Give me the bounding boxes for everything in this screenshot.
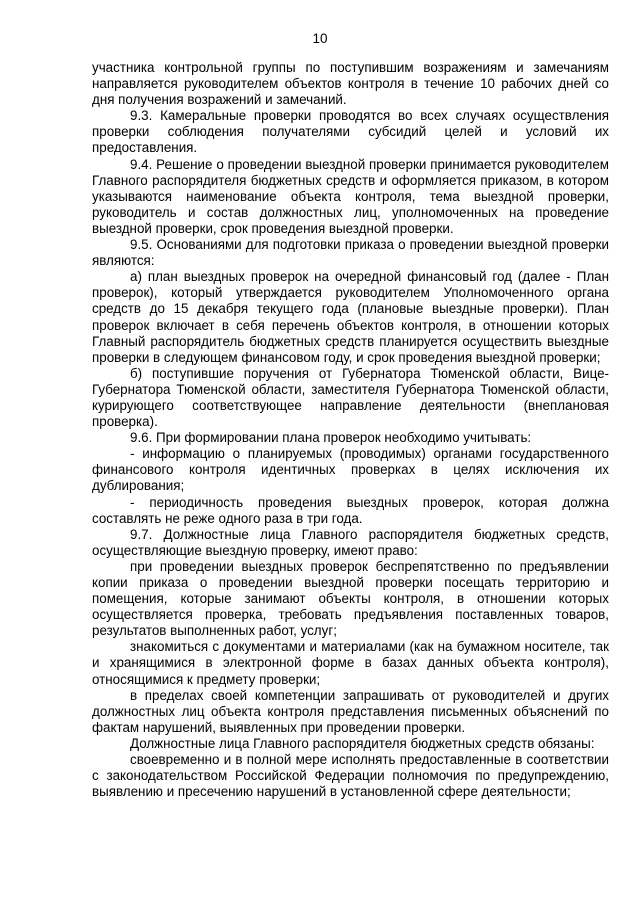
paragraph-9-7-right-3: в пределах своей компетенции запрашивать от руководителей и других должностных лиц объекта контроля представления письменных объяснений по фактам нарушений, выявленных при проведении проверки. bbox=[92, 687, 609, 735]
paragraph-9-6-item-1: - информацию о планируемых (проводимых) органами государственного финансового контроля идентичных проверках в целях исключения их дублирования; bbox=[92, 446, 609, 494]
paragraph-9-4: 9.4. Решение о проведении выездной проверки принимается руководителем Главного распорядителя бюджетных средств и оформляется приказом, в котором указываются наименование объекта контроля, тема выездной проверки, руководитель и состав должностных лиц, уполномоченных на проведение выездной проверки, срок проведения выездной проверки. bbox=[92, 156, 609, 236]
paragraph-9-6-item-2: - периодичность проведения выездных проверок, которая должна составлять не реже одного раза в три года. bbox=[92, 494, 609, 526]
paragraph-obligations-heading: Должностные лица Главного распорядителя бюджетных средств обязаны: bbox=[130, 735, 595, 751]
paragraph-9-5-a: а) план выездных проверок на очередной финансовый год (далее - План проверок), который утверждается руководителем Уполномоченного органа средств до 15 декабря текущего года (плановые выездные проверки). План проверок включает в себя перечень объектов контроля, в отношении которых Главный распорядитель бюджетных средств планируется осуществить выездные проверки в следующем финансовом году, и срок проведения выездной проверки; bbox=[92, 269, 609, 365]
paragraph-9-7-right-1: при проведении выездных проверок беспрепятственно по предъявлении копии приказа о проведении выездной проверки посещать территорию и помещения, которые занимают объекты контроля, в отношении которых осуществляется проверка, требовать предъявления поставленных товаров, результатов выполненных работ, услуг; bbox=[92, 558, 609, 639]
paragraph-obligation-1: своевременно и в полной мере исполнять предоставленные в соответствии с законодательством Российской Федерации полномочия по предупреждению, выявлению и пресечению нарушений в установленной сфере деятельности; bbox=[92, 752, 609, 800]
paragraph-9-5-b: б) поступившие поручения от Губернатора Тюменской области, Вице-Губернатора Тюменской области, заместителя Губернатора Тюменской области, курирующего соответствующее направление деятельности (внеплановая проверка). bbox=[92, 365, 609, 430]
paragraph-9-7-right-2: знакомиться с документами и материалами (как на бумажном носителе, так и хранящимися в электронной форме в базах данных объекта контроля), относящимися к предмету проверки; bbox=[92, 639, 609, 687]
page-number: 10 bbox=[312, 31, 328, 46]
paragraph-9-3: 9.3. Камеральные проверки проводятся во всех случаях осуществления проверки соблюдения получателями субсидий целей и условий их предоставления. bbox=[92, 108, 609, 156]
paragraph-9-5: 9.5. Основаниями для подготовки приказа о проведении выездной проверки являются: bbox=[92, 237, 609, 269]
paragraph-9-7: 9.7. Должностные лица Главного распорядителя бюджетных средств, осуществляющие выездную проверку, имеют право: bbox=[92, 526, 609, 558]
paragraph-9-6: 9.6. При формировании плана проверок необходимо учитывать: bbox=[130, 430, 532, 446]
document-body bbox=[92, 60, 609, 800]
paragraph-continuation: участника контрольной группы по поступившим возражениям и замечаниям направляется руководителем объектов контроля в течение 10 рабочих дней со дня получения возражений и замечаний. bbox=[92, 60, 609, 108]
